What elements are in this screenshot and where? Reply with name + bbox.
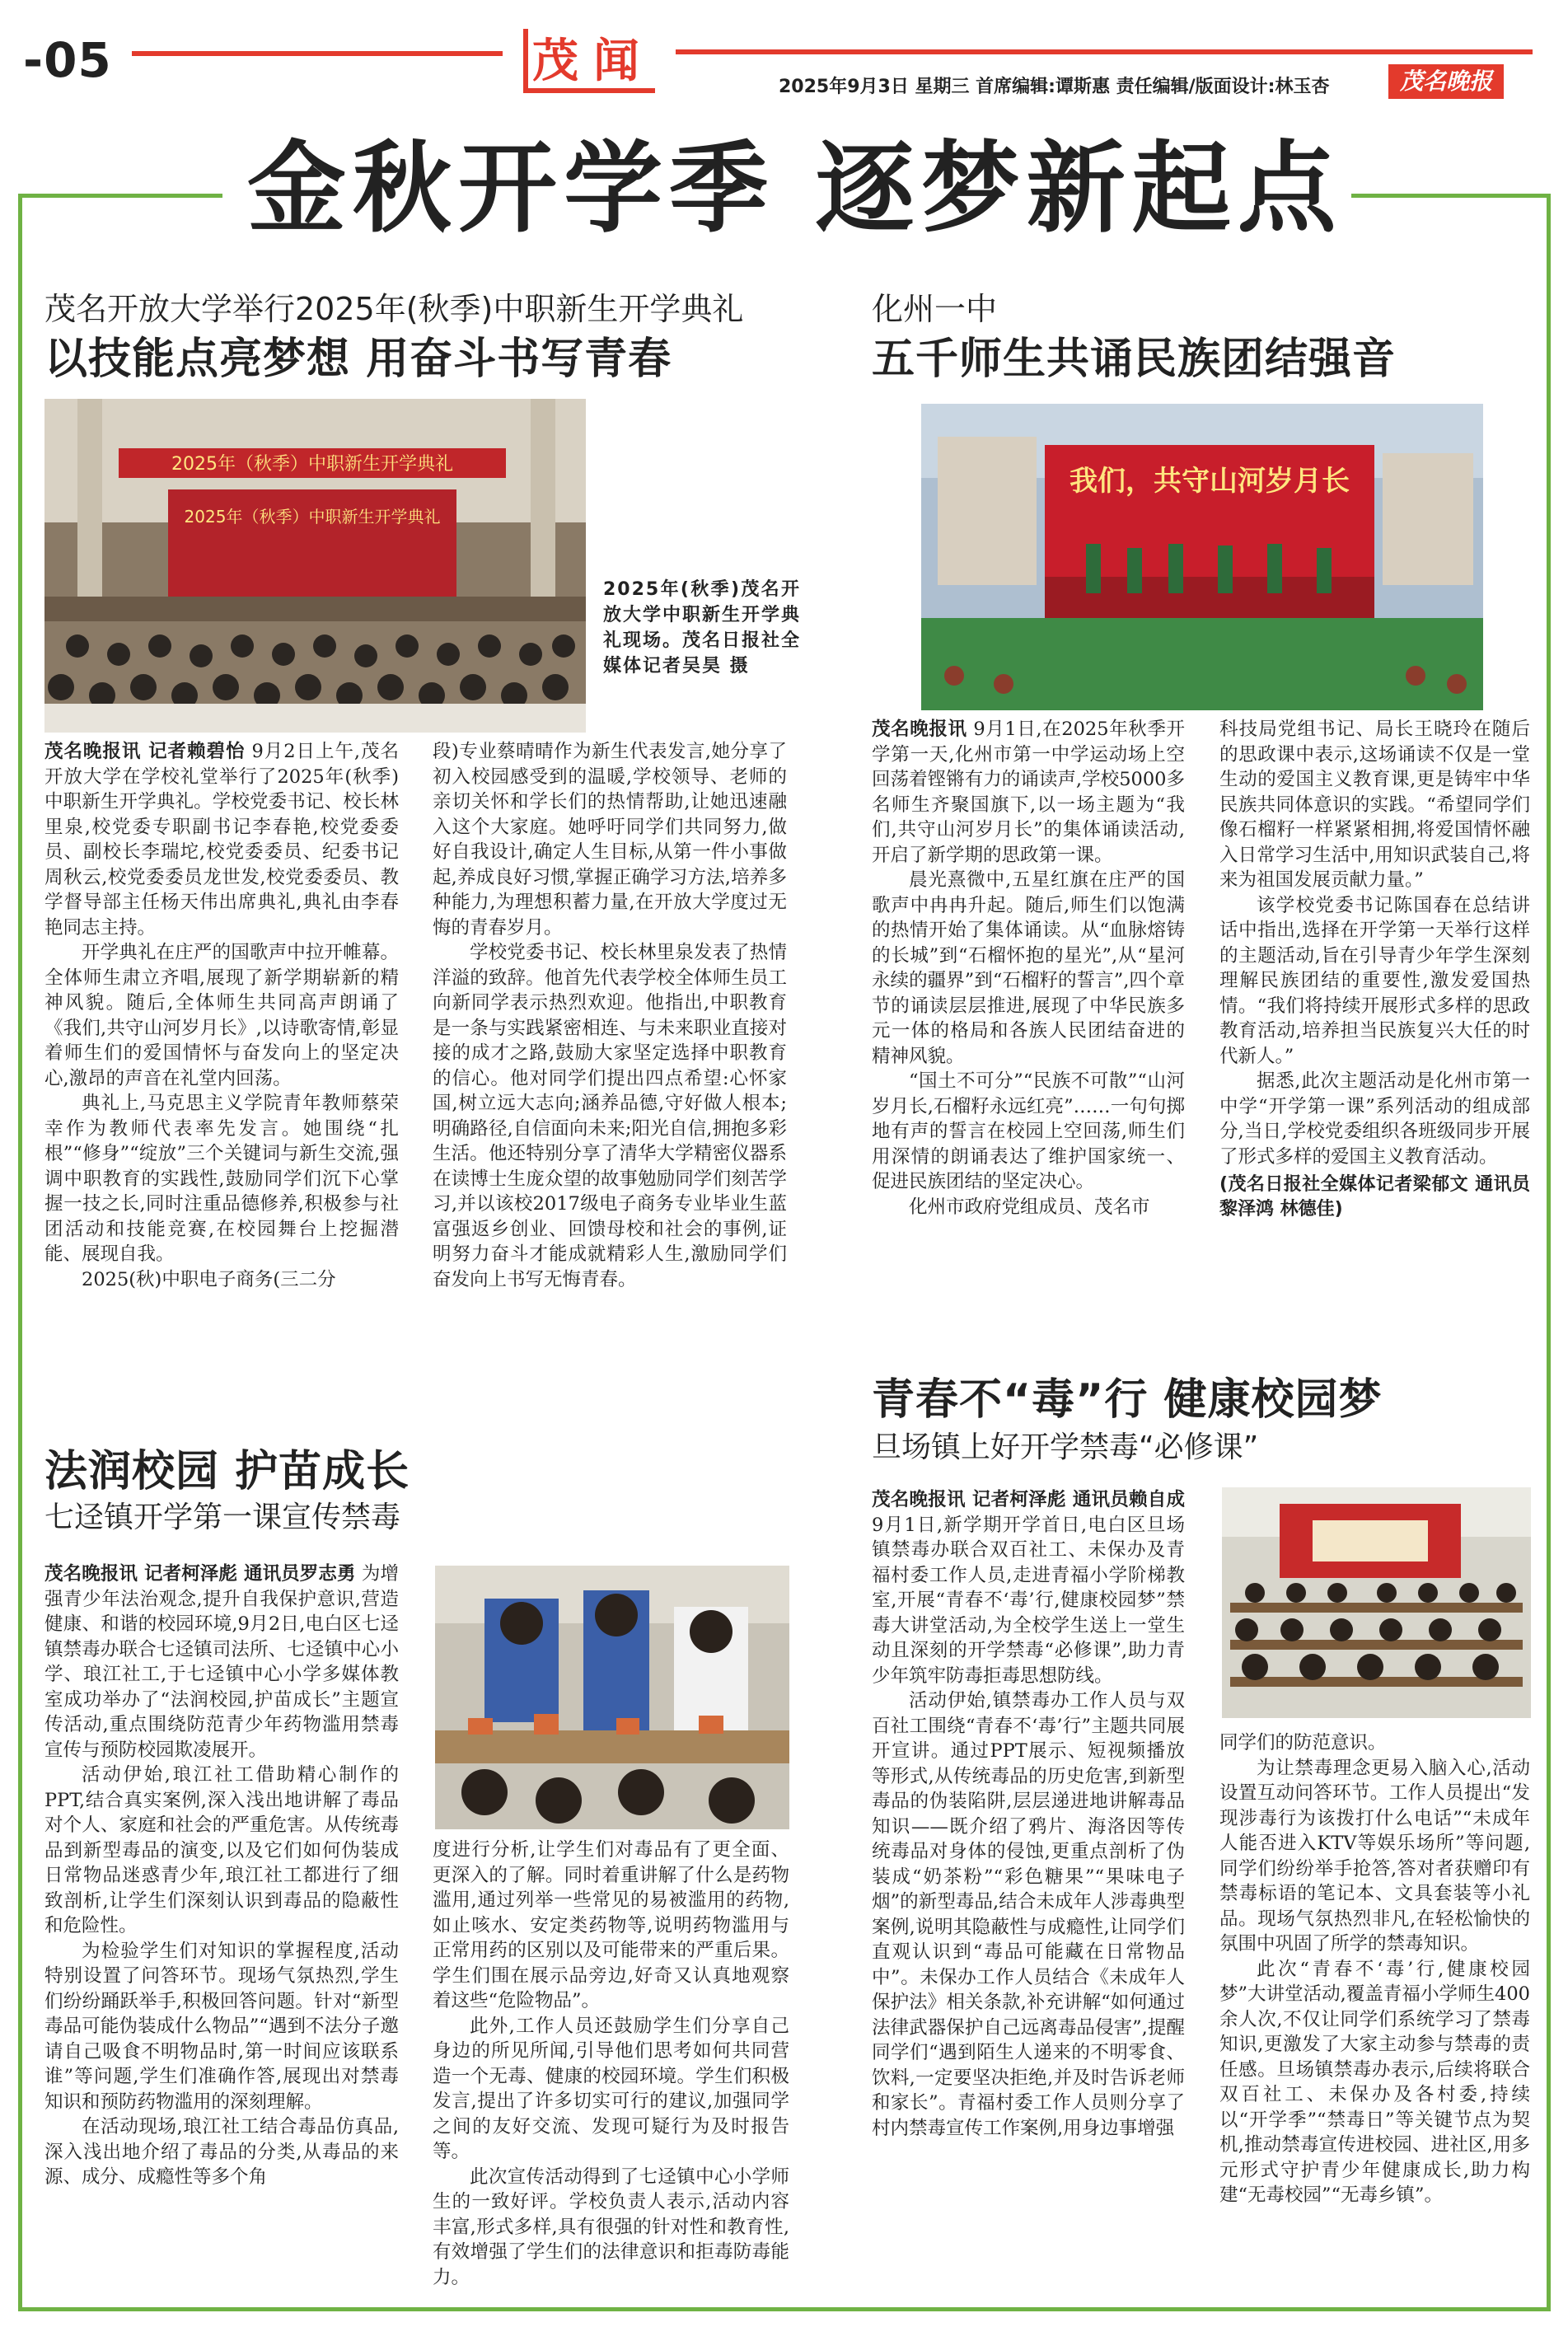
article1-column-2 [433, 739, 787, 1292]
article3-byline: 茂名晚报讯 记者柯泽彪 通讯员罗志勇 [44, 1563, 356, 1585]
article1-col1-p1: 茂名晚报讯 记者赖碧怡 9月2日上午,茂名开放大学在学校礼堂举行了2025年(秋季)中职新生开学典礼。学校党委书记、校长林里泉,校党委专职副书记李春艳,校党委委员、副校长李瑞坨,校党委委员、纪委书记周秋云,校党委委员龙世发,校党委委员、教学督导部主任杨天伟出席典礼,典礼由李春艳同志主持。 [44, 741, 399, 939]
article4-col2-p2: 为让禁毒理念更易入脑入心,活动设置互动问答环节。工作人员提出“发现涉毒行为该拨打什么电话”“未成年人能否进入KTV等娱乐场所”等问题,同学们纷纷举手抢答,答对者获赠印有禁毒标语的笔记本、文具套装等小礼品。现场气氛热烈非凡,在轻松愉快的氛围中巩固了所学的禁毒知识。 [1219, 1757, 1530, 1955]
section-char-1: 茂 [532, 35, 578, 88]
article1-byline: 茂名晚报讯 记者赖碧怡 [44, 741, 246, 762]
article4-subhead: 旦场镇上好开学禁毒“必修课” [872, 1430, 1259, 1464]
article3-column-1 [44, 1561, 399, 2190]
page-banner-title: 金秋开学季 逐梦新起点 [247, 132, 1343, 246]
article1-headline: 以技能点亮梦想 用奋斗书写青春 [44, 335, 672, 384]
section-char-2: 闻 [593, 35, 639, 88]
section-logo [523, 29, 663, 93]
article2-col1-p3: “国土不可分”“民族不可散”“山河岁月长,石榴籽永远红亮”……一句句掷地有声的誓言在校园上空回荡,师生们用深情的朗诵表达了维护国家统一、促进民族团结的坚定决心。 [872, 1070, 1185, 1192]
article4-col1-p1: 茂名晚报讯 记者柯泽彪 通讯员赖自成 9月1日,新学期开学首日,电白区旦场镇禁毒办联合双百社工、未保办及青福村委工作人员,走进青福小学阶梯教室,开展“青春不‘毒’行,健康校园梦”禁毒大讲堂活动,为全校学生送上一堂生动且深刻的开学禁毒“必修课”,助力青少年筑牢防毒拒毒思想防线。 [872, 1489, 1185, 1687]
article4-col2-p1: 同学们的防范意识。 [1219, 1732, 1387, 1753]
article1-column-1 [44, 739, 399, 1292]
article2-col2-p3: 据悉,此次主题活动是化州市第一中学“开学第一课”系列活动的组成部分,当日,学校党委组织各班级同步开展了形式多样的爱国主义教育活动。 [1219, 1070, 1530, 1168]
article4-byline: 茂名晚报讯 记者柯泽彪 通讯员赖自成 [872, 1489, 1185, 1510]
article3-headline: 法润校园 护苗成长 [44, 1447, 410, 1496]
article3-col2-p1: 度进行分析,让学生们对毒品有了更全面、更深入的了解。同时着重讲解了什么是药物滥用,通过列举一些常见的易被滥用的药物,如止咳水、安定类药物等,说明药物滥用与正常用药的区别以及可能带来的严重后果。学生们围在展示品旁边,好奇又认真地观察着这些“危险物品”。 [433, 1839, 789, 2011]
article3-col2-p3: 此次宣传活动得到了七迳镇中心小学师生的一致好评。学校负责人表示,活动内容丰富,形式多样,具有很强的针对性和教育性,有效增强了学生们的法律意识和拒毒防毒能力。 [433, 2165, 789, 2288]
article1-photo [44, 399, 586, 733]
article1-photo-screen-text: 2025年（秋季）中职新生开学典礼 [184, 507, 441, 527]
article2-headline: 五千师生共诵民族团结强音 [872, 335, 1397, 384]
page-number: -05 [23, 32, 112, 88]
header-rule-right [676, 49, 1533, 54]
article2-column-1 [872, 717, 1185, 1220]
article4-column-1 [872, 1487, 1185, 2141]
article2-col1-p4: 化州市政府党组成员、茂名市 [909, 1196, 1150, 1218]
article3-photo [435, 1566, 789, 1829]
article3-col2-p2: 此外,工作人员还鼓励学生们分享自己身边的所见所闻,引导他们思考如何共同营造一个无毒、健康的校园环境。学生们积极发言,提出了许多切实可行的建议,加强同学之间的友好交流、发现可疑行为及时报告等。 [433, 2015, 789, 2162]
article2-col1-p1: 茂名晚报讯 9月1日,在2025年秋季开学第一天,化州市第一中学运动场上空回荡着铿锵有力的诵读声,学校5000多名师生齐聚国旗下,以一场主题为“我们,共守山河岁月长”的集体诵读活动,开启了新学期的思政第一课。 [872, 719, 1185, 866]
article1-col1-p4: 2025(秋)中职电子商务(三二分 [82, 1268, 336, 1290]
article2-credit: (茂名日报社全媒体记者梁郁文 通讯员黎泽鸿 林德佳) [1219, 1174, 1530, 1220]
article1-col1-p2: 开学典礼在庄严的国歌声中拉开帷幕。全体师生肃立齐唱,展现了新学期崭新的精神风貌。随后,全体师生共同高声朗诵了《我们,共守山河岁月长》,以诗歌寄情,彰显着师生们的爱国情怀与奋发向上的坚定决心,激昂的声音在礼堂内回荡。 [44, 942, 399, 1089]
article4-col1-p2: 活动伊始,镇禁毒办工作人员与双百社工围绕“青春不‘毒’行”主题共同展开宣讲。通过PPT展示、短视频播放等形式,从传统毒品的历史危害,到新型毒品的伪装陷阱,层层递进地讲解毒品知识——既介绍了鸦片、海洛因等传统毒品对身体的侵蚀,更重点剖析了伪装成“奶茶粉”“彩色糖果”“果味电子烟”的新型毒品,结合未成年人涉毒典型案例,说明其隐蔽性与成瘾性,让同学们直观认识到“毒品可能藏在日常物品中”。未保办工作人员结合《未成年人保护法》相关条款,补充讲解“如何通过法律武器保护自己远离毒品侵害”,提醒同学们“遇到陌生人递来的不明零食、饮料,一定要坚决拒绝,并及时告诉老师和家长”。青福村委工作人员则分享了村内禁毒宣传工作案例,用身边事增强 [872, 1690, 1185, 2139]
article1-photo-caption: 2025年(秋季)茂名开放大学中职新生开学典礼现场。茂名日报社全媒体记者吴昊 摄 [603, 579, 802, 677]
header-rule-left [132, 51, 503, 56]
article1-photo-banner-text: 2025年（秋季）中职新生开学典礼 [171, 454, 453, 475]
article3-subhead: 七迳镇开学第一课宣传禁毒 [44, 1501, 401, 1534]
article2-byline: 茂名晚报讯 [872, 719, 967, 740]
article3-column-2 [433, 1838, 789, 2290]
article2-col1-p2: 晨光熹微中,五星红旗在庄严的国歌声中冉冉升起。随后,师生们以饱满的热情开始了集体诵读。从“血脉熔铸的长城”到“石榴怀抱的星光”,从“星河永续的疆界”到“石榴籽的誓言”,四个章节的诵读层层推进,展现了中华民族多元一体的格局和各族人民团结奋进的精神风貌。 [872, 869, 1185, 1067]
article1-col2-p2: 学校党委书记、校长林里泉发表了热情洋溢的致辞。他首先代表学校全体师生员工向新同学表示热烈欢迎。他指出,中职教育是一条与实践紧密相连、与未来职业直接对接的成才之路,鼓励大家坚定选择中职教育的信心。他对同学们提出四点希望:心怀家国,树立远大志向;涵养品德,守好做人根本;明确路径,自信面向未来;阳光自信,拥抱多彩生活。他还特别分享了清华大学精密仪器系在读博士生庞众望的故事勉励同学们刻苦学习,并以该校2017级电子商务专业毕业生蓝富强返乡创业、回馈母校和社会的事例,证明努力奋斗才能成就精彩人生,激励同学们奋发向上书写无悔青春。 [433, 942, 787, 1290]
article1-kicker: 茂名开放大学举行2025年(秋季)中职新生开学典礼 [44, 291, 744, 327]
article3-col1-p1: 茂名晚报讯 记者柯泽彪 通讯员罗志勇 为增强青少年法治观念,提升自我保护意识,营造健康、和谐的校园环境,9月2日,电白区七迳镇禁毒办联合七迳镇司法所、七迳镇中心小学、琅江社工,于七迳镇中心小学多媒体教室成功举办了“法润校园,护苗成长”主题宣传活动,重点围绕防范青少年药物滥用禁毒宣传与预防校园欺凌展开。 [44, 1563, 399, 1761]
article2-kicker: 化州一中 [872, 291, 998, 327]
article4-photo [1222, 1487, 1531, 1718]
dateline: 2025年9月3日 星期三 首席编辑:谭斯惠 责任编辑/版面设计:林玉杏 [779, 77, 1330, 97]
article2-col2-p2: 该学校党委书记陈国春在总结讲话中指出,选择在开学第一天举行这样的主题活动,旨在引导青少年学生深刻理解民族团结的重要性,激发爱国热情。“我们将持续开展形式多样的思政教育活动,培养担当民族复兴大任的时代新人。” [1219, 894, 1530, 1067]
masthead-logo: 茂名晚报 [1388, 64, 1504, 99]
article3-col1-p4: 在活动现场,琅江社工结合毒品仿真品,深入浅出地介绍了毒品的分类,从毒品的来源、成分、成瘾性等多个角 [44, 2116, 399, 2188]
article4-headline: 青春不“毒”行 健康校园梦 [872, 1375, 1383, 1425]
article4-column-2 [1219, 1730, 1530, 2208]
article2-photo-banner-text: 我们，共守山河岁月长 [1070, 465, 1350, 498]
article4-col2-p3: 此次“青春不‘毒’行,健康校园梦”大讲堂活动,覆盖青福小学师生400余人次,不仅让同学们系统学习了禁毒知识,更激发了大家主动参与禁毒的责任感。旦场镇禁毒办表示,后续将联合双百社工、未保办及各村委,持续以“开学季”“禁毒日”等关键节点为契机,推动禁毒宣传进校园、进社区,用多元形式守护青少年健康成长,助力构建“无毒校园”“无毒乡镇”。 [1219, 1958, 1530, 2206]
article3-col1-p2: 活动伊始,琅江社工借助精心制作的PPT,结合真实案例,深入浅出地讲解了毒品对个人、家庭和社会的严重危害。从传统毒品到新型毒品的演变,以及它们如何伪装成日常物品迷惑青少年,琅江社工都进行了细致剖析,让学生们深刻认识到毒品的隐蔽性和危险性。 [44, 1764, 399, 1936]
article1-col2-p1: 段)专业蔡晴晴作为新生代表发言,她分享了初入校园感受到的温暖,学校领导、老师的亲切关怀和学长们的热情帮助,让她迅速融入这个大家庭。她呼吁同学们共同努力,做好自我设计,确定人生目标,从第一件小事做起,养成良好习惯,掌握正确学习方法,培养多种能力,为理想积蓄力量,在开放大学度过无悔的青春岁月。 [433, 741, 787, 939]
article2-photo [921, 404, 1483, 710]
article2-column-2 [1219, 717, 1530, 1222]
article3-col1-p3: 为检验学生们对知识的掌握程度,活动特别设置了问答环节。现场气氛热烈,学生们纷纷踊跃举手,积极回答问题。针对“新型毒品可能伪装成什么物品”“遇到不法分子邀请自己吸食不明物品时,第一时间应该联系谁”等问题,学生们准确作答,展现出对禁毒知识和预防药物滥用的深刻理解。 [44, 1940, 399, 2113]
article2-col2-p1: 科技局党组书记、局长王晓玲在随后的思政课中表示,这场诵读不仅是一堂生动的爱国主义教育课,更是铸牢中华民族共同体意识的实践。“希望同学们像石榴籽一样紧紧相拥,将爱国情怀融入日常学习生活中,用知识武装自己,将来为祖国发展贡献力量。” [1219, 719, 1530, 891]
article1-col1-p3: 典礼上,马克思主义学院青年教师蔡荣幸作为教师代表率先发言。她围绕“扎根”“修身”“绽放”三个关键词与新生交流,强调中职教育的实践性,鼓励同学们沉下心掌握一技之长,同时注重品德修养,积极参与社团活动和技能竞赛,在校园舞台上挖掘潜能、展现自我。 [44, 1093, 399, 1265]
